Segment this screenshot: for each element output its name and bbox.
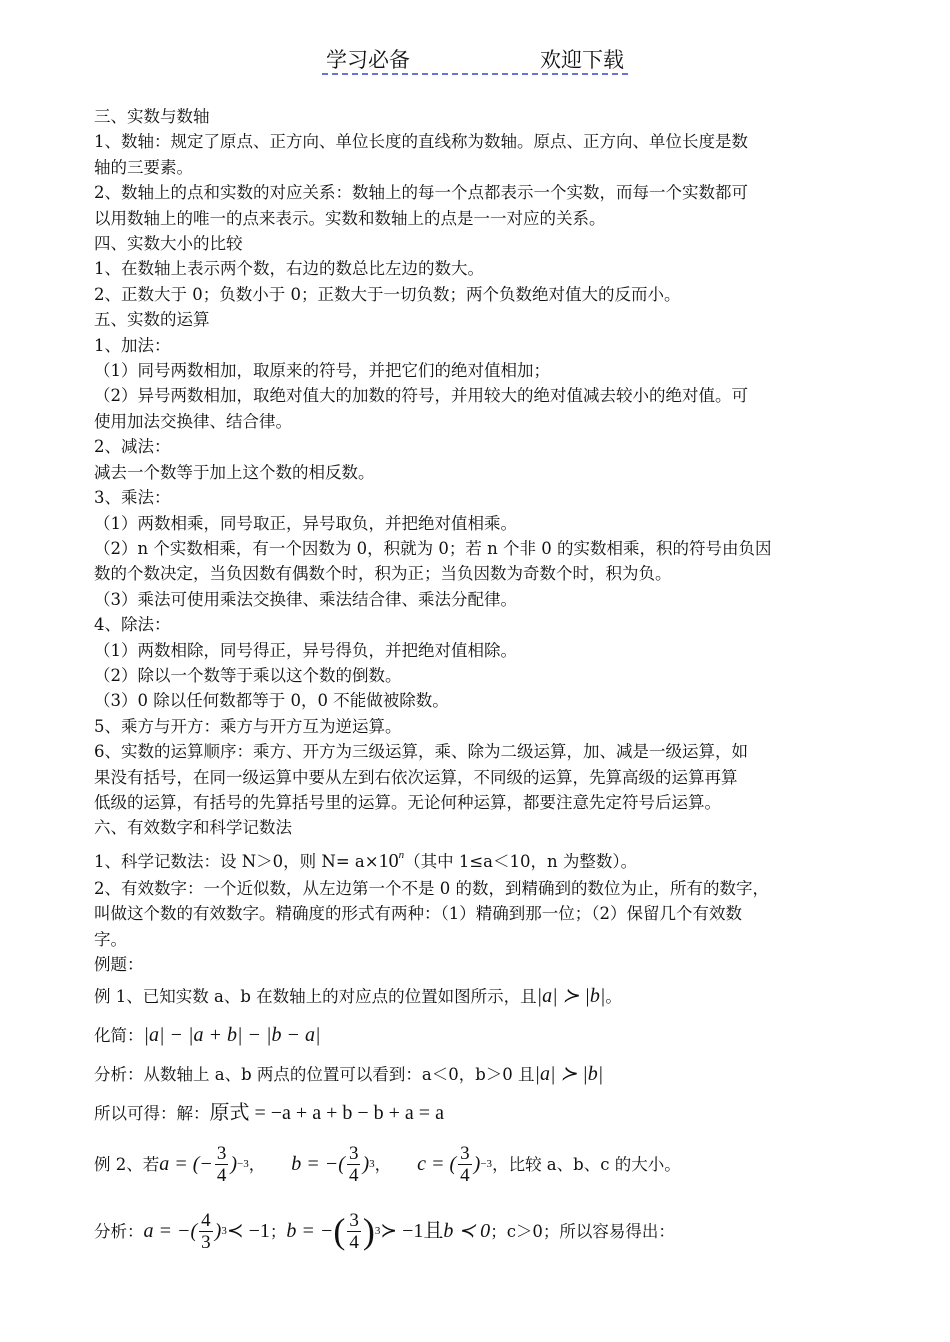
ex2-a-exponent: −3	[237, 1157, 249, 1170]
ex2-a-close: )	[230, 1152, 238, 1175]
an2-a-fraction	[199, 1210, 213, 1253]
left-paren-glyph: (	[333, 1210, 346, 1251]
text-line: 4、除法：	[94, 615, 171, 635]
text-line: （1）两数相乘，同号取正，异号取负，并把绝对值相乘。	[94, 513, 517, 533]
fraction-numerator: 3	[348, 1142, 359, 1164]
ex2-c-prefix: c = (	[417, 1152, 457, 1175]
text-line: （2）异号两数相加，取绝对值大的加数的符号，并用较大的绝对值减去较小的绝对值。可	[94, 386, 748, 406]
ex2-b-fraction	[347, 1143, 361, 1186]
text-line: 叫做这个数的有效数字。精确度的形式有两种：（1）精确到那一位；（2）保留几个有效数	[94, 904, 742, 924]
text-line: 以用数轴上的唯一的点来表示。实数和数轴上的点是一一对应的关系。	[94, 208, 606, 228]
an2-a-exponent: 3	[221, 1224, 227, 1237]
page-header	[0, 44, 950, 78]
text-line: 减去一个数等于加上这个数的相反数。	[94, 462, 375, 482]
solution-1-label: 所以可得：解：	[94, 1104, 210, 1124]
fraction-numerator: 4	[201, 1209, 211, 1231]
an2-b-fraction	[347, 1210, 361, 1253]
ex2-c-fraction	[458, 1143, 472, 1186]
fraction-denominator: 4	[348, 1164, 359, 1186]
separator: ；	[269, 1221, 287, 1241]
text-line: 例题：	[94, 955, 144, 974]
text-line: 1、加法：	[94, 335, 171, 355]
text-line: 3、乘法：	[94, 488, 171, 508]
text-line: 果没有括号，在同一级运算中要从左到右依次运算，不同级的运算，先算高级的运算再算	[94, 767, 738, 787]
text-line: 使用加法交换律、结合律。	[94, 411, 292, 431]
separator: ，	[248, 1154, 266, 1174]
sci-base: 10	[378, 849, 399, 872]
section-heading: 四、实数大小的比较	[94, 234, 243, 254]
section-heading: 六、有效数字和科学记数法	[94, 818, 292, 838]
an2-a-relation: ≺ −1	[226, 1219, 270, 1242]
example-2-tail: ，比较 a、b、c 的大小。	[492, 1154, 681, 1174]
fraction-denominator: 4	[460, 1164, 470, 1186]
an2-a-prefix: a = −(	[143, 1219, 198, 1242]
document-body	[94, 104, 862, 1267]
text-line: （3）乘法可使用乘法交换律、乘法结合律、乘法分配律。	[94, 589, 517, 609]
text-line: 1、在数轴上表示两个数，右边的数总比左边的数大。	[94, 259, 484, 279]
section-heading: 五、实数的运算	[94, 310, 210, 330]
analysis-1-text: 分析：从数轴上 a、b 两点的位置可以看到：a＜0，b＞0 且	[94, 1065, 535, 1085]
text-line: 2、有效数字：一个近似数，从左边第一个不是 0 的数，到精确到的数位为止，所有的数字，	[94, 878, 769, 898]
ex2-b-prefix: b = −(	[291, 1152, 345, 1175]
text-line: （2）除以一个数等于乘以这个数的倒数。	[94, 665, 402, 685]
header-right-text: 欢迎下载	[540, 48, 624, 72]
an2-a-close: )	[214, 1219, 222, 1242]
separator: ，	[374, 1154, 392, 1174]
text-line: 2、数轴上的点和实数的对应关系：数轴上的每一个点都表示一个实数，而每一个实数都可	[94, 183, 748, 203]
text-line: 2、减法：	[94, 437, 171, 457]
ex2-b-exponent: 3	[369, 1157, 375, 1170]
text-line: 低级的运算，有括号的先算括号里的运算。无论何种运算，都要注意先定符号后运算。	[94, 792, 721, 812]
text-line: （3）0 除以任何数都等于 0，0 不能做被除数。	[94, 691, 449, 711]
text-line: 轴的三要素。	[94, 157, 193, 177]
fraction-numerator: 3	[349, 1209, 359, 1231]
header-left-text: 学习必备	[326, 48, 410, 72]
an2-b-prefix: b = −	[286, 1219, 334, 1242]
analysis-2-label: 分析：	[94, 1221, 144, 1241]
text-line: 5、乘方与开方：乘方与开方互为逆运算。	[94, 716, 402, 736]
analysis-2-line	[94, 1195, 862, 1267]
right-paren-glyph: )	[362, 1210, 375, 1251]
ex2-c-close: )	[473, 1152, 481, 1175]
analysis-1-condition: |a| ≻ |b|	[534, 1063, 604, 1086]
example-1-condition: |a| ≻ |b|	[536, 985, 606, 1008]
scientific-notation-line	[94, 841, 862, 876]
ex2-a-prefix: a = (−	[159, 1152, 213, 1175]
fraction-numerator: 3	[460, 1142, 470, 1164]
simplify-label: 化简：	[94, 1026, 144, 1046]
solution-1-expression: 原式 = −a + a + b − b + a = a	[209, 1102, 444, 1125]
fraction-denominator: 4	[349, 1231, 359, 1253]
text-line: （2）n 个实数相乘，有一个因数为 0，积就为 0；若 n 个非 0 的实数相乘，积的符号由负因	[94, 538, 772, 558]
ex2-a-fraction	[215, 1143, 229, 1186]
text-line: 数的个数决定，当负因数有偶数个时，积为正；当负因数为奇数个时，积为负。	[94, 564, 672, 584]
text-line: 字。	[94, 929, 127, 949]
example-2-label: 例 2、若	[94, 1154, 160, 1174]
example-2-line	[94, 1133, 862, 1195]
solution-1-line	[94, 1094, 862, 1133]
fraction-denominator: 3	[201, 1231, 211, 1253]
example-1-line	[94, 977, 862, 1016]
text-line: 2、正数大于 0；负数小于 0；正数大于一切负数；两个负数绝对值大的反而小。	[94, 284, 681, 304]
text-line: 1、数轴：规定了原点、正方向、单位长度的直线称为数轴。原点、正方向、单位长度是数	[94, 132, 748, 152]
an2-b-condition: b ≺ 0	[443, 1219, 491, 1242]
an2-b-exponent: 3	[374, 1224, 381, 1237]
text-line: （1）同号两数相加，取原来的符号，并把它们的绝对值相加；	[94, 361, 550, 381]
fraction-numerator: 3	[216, 1142, 227, 1164]
simplify-expression: |a| − |a + b| − |b − a|	[143, 1024, 321, 1047]
header-dashed-rule	[322, 73, 628, 75]
fraction-denominator: 4	[216, 1164, 227, 1186]
sci-prefix: 1、科学记数法：设 N＞0，则 N= a×	[94, 851, 379, 871]
example-1-end: 。	[605, 987, 622, 1007]
analysis-2-tail: ；c＞0；所以容易得出：	[490, 1221, 675, 1241]
ex2-b-close: )	[362, 1152, 370, 1175]
analysis-1-line	[94, 1055, 862, 1094]
simplify-line	[94, 1016, 862, 1055]
an2-b-relation: ≻ −1且	[380, 1219, 444, 1242]
text-line: 6、实数的运算顺序：乘方、开方为三级运算，乘、除为二级运算，加、减是一级运算，如	[94, 742, 748, 762]
example-1-text: 例 1、已知实数 a、b 在数轴上的对应点的位置如图所示，且	[94, 987, 537, 1007]
sci-exponent: n	[398, 848, 405, 861]
sci-suffix: （其中 1≤a＜10，n 为整数）。	[404, 851, 638, 871]
section-heading: 三、实数与数轴	[94, 107, 210, 126]
ex2-c-exponent: −3	[480, 1157, 493, 1170]
text-line: （1）两数相除，同号得正，异号得负，并把绝对值相除。	[94, 640, 517, 660]
